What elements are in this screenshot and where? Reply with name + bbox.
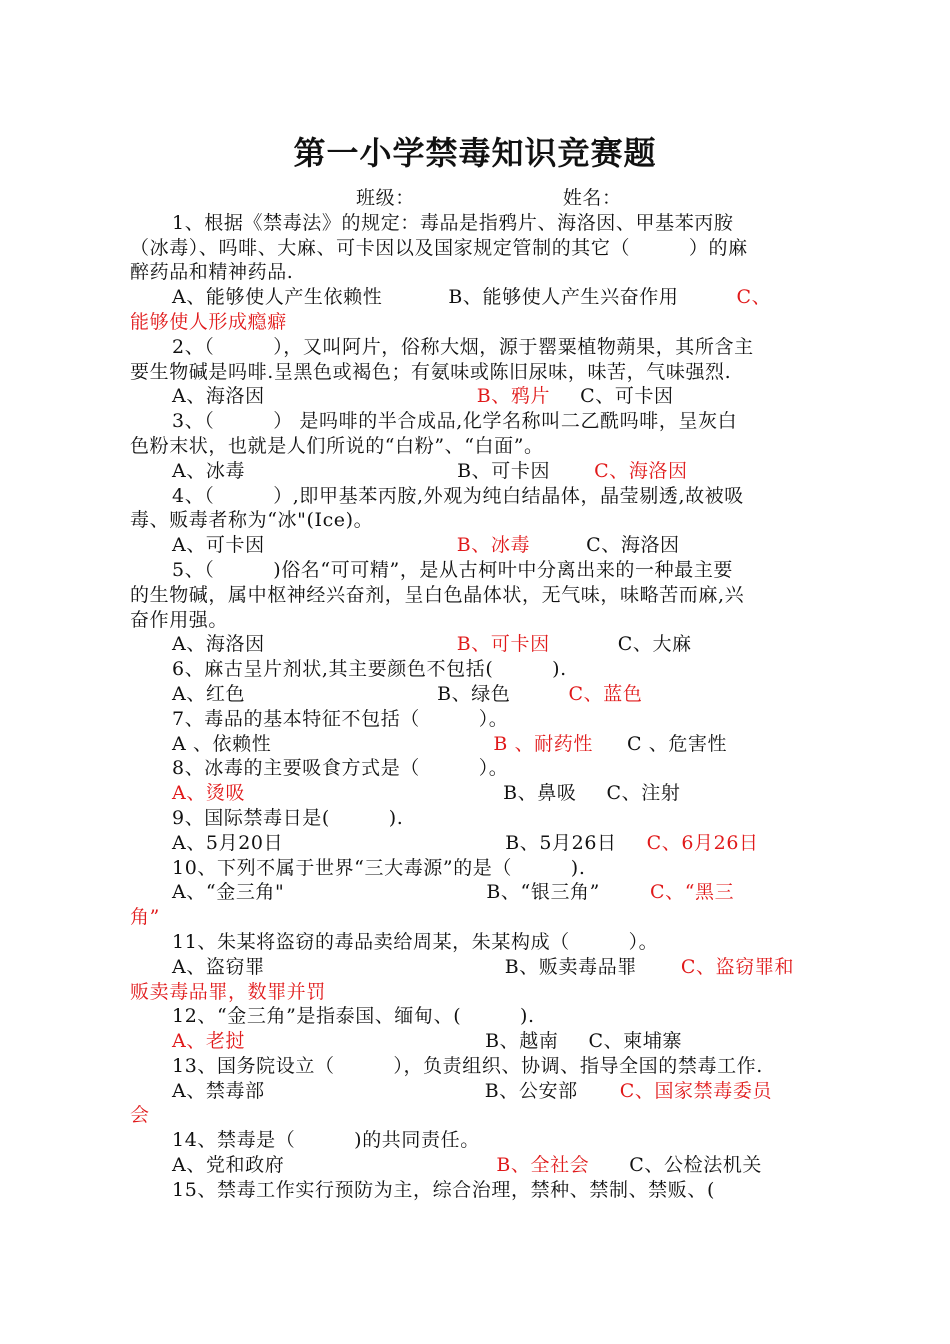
option-b-answer: B 、耐药性 [493,732,593,755]
question-7: 7、毒品的基本特征不包括（ ）。 [172,707,509,730]
question-1-options [130,285,838,310]
option-a: A、禁毒部 [172,1079,265,1102]
option-c-answer: C、“黑三 [649,881,735,904]
question-1-cont: 醉药品和精神药品. [130,261,294,284]
question-2-cont: 要生物碱是吗啡.呈黑色或褐色；有氨味或陈旧尿味，味苦，气味强烈. [130,360,732,383]
option-b: B、能够使人产生兴奋作用 [448,286,679,309]
option-a: A、党和政府 [172,1154,285,1177]
question-15: 15、禁毒工作实行预防为主，综合治理，禁种、禁制、禁贩、( [172,1178,715,1201]
page-title: 第一小学禁毒知识竞赛题 [293,134,657,172]
option-c: C、海洛因 [586,534,680,557]
question-11: 11、朱某将盗窃的毒品卖给周某，朱某构成（ ）。 [172,930,659,953]
option-a: A、红色 [172,682,246,705]
option-c: C、大麻 [617,633,692,656]
question-5-options [130,632,838,657]
option-c-answer-cont: 能够使人形成瘾癖 [130,310,287,333]
question-12-options [130,1029,838,1054]
option-a-answer: A、烫吸 [172,782,246,805]
question-5-cont: 奋作用强。 [130,608,229,631]
option-c: C、可卡因 [580,385,674,408]
question-3: 3、（ ） 是吗啡的半合成品,化学名称叫二乙酰吗啡，呈灰白 [172,410,738,433]
option-a: A、海洛因 [172,385,265,408]
option-b-answer: B、可卡因 [456,633,550,656]
question-6-options [130,682,838,707]
question-4: 4、（ ）,即甲基苯丙胺,外观为纯白结晶体，晶莹剔透,故被吸 [172,484,744,507]
option-c-answer-cont: 会 [130,1104,150,1127]
option-c-answer-cont: 贩卖毒品罪，数罪并罚 [130,980,327,1003]
question-11-options [130,955,838,980]
question-6: 6、麻古呈片剂状,其主要颜色不包括( ). [172,658,567,681]
option-c-answer: C、 [736,286,772,309]
question-14-options [130,1153,838,1178]
option-c-answer-cont: 角” [130,906,160,929]
question-3-cont: 色粉末状，也就是人们所说的“白粉”、“白面”。 [130,434,544,457]
option-b: B、越南 [485,1030,559,1053]
option-a: A、可卡因 [172,534,265,557]
option-b: B、绿色 [437,682,511,705]
question-2: 2、（ ），又叫阿片，俗称大烟，源于罂粟植物蒴果，其所含主 [172,335,754,358]
question-12: 12、“金三角”是指泰国、缅甸、( ). [172,1005,535,1028]
question-9: 9、国际禁毒日是( ). [172,806,404,829]
question-1: 1、根据《禁毒法》的规定：毒品是指鸦片、海洛因、甲基苯丙胺 [172,211,734,234]
option-c: C、柬埔寨 [588,1030,683,1053]
question-8-options [130,781,838,806]
question-5: 5、（ )俗名“可可精”，是从古柯叶中分离出来的一种最主要 [172,558,734,581]
option-c: C、注射 [606,782,681,805]
question-10: 10、下列不属于世界“三大毒源”的是（ ). [172,856,586,879]
option-a: A、海洛因 [172,633,265,656]
option-b-answer: B、全社会 [496,1154,590,1177]
question-8: 8、冰毒的主要吸食方式是（ ）。 [172,757,509,780]
question-10-options [130,880,838,905]
question-4-cont: 毒、贩毒者称为“冰"(Ice)。 [130,509,374,532]
question-3-options [130,459,838,484]
option-c-answer: C、盗窃罪和 [680,955,795,978]
question-14: 14、禁毒是（ )的共同责任。 [172,1129,480,1152]
option-a: A、冰毒 [172,459,246,482]
question-4-options [130,533,838,558]
question-5-cont: 的生物碱，属中枢神经兴奋剂，呈白色晶体状，无气味，味略苦而麻,兴 [130,583,745,606]
option-c: C 、危害性 [626,732,728,755]
option-c-answer: C、蓝色 [568,682,643,705]
quiz-body [130,186,838,1203]
option-c: C、公检法机关 [629,1154,763,1177]
question-7-options [130,732,838,757]
option-a-answer: A、老挝 [172,1030,246,1053]
option-b-answer: B、鸦片 [476,385,551,408]
class-label: 班级： [356,187,415,209]
info-line [130,186,838,211]
option-a: A、“金三角" [172,881,285,904]
option-b: B、可卡因 [457,459,551,482]
option-a: A 、依赖性 [172,732,272,755]
option-c-answer: C、海洛因 [594,459,688,482]
name-label: 姓名： [562,187,622,209]
option-a: A、盗窃罪 [172,955,265,978]
option-b: B、“银三角” [486,881,600,904]
question-9-options [130,831,838,856]
question-2-options [130,384,838,409]
question-13: 13、国务院设立（ ），负责组织、协调、指导全国的禁毒工作. [172,1054,763,1077]
option-a: A、能够使人产生依赖性 [172,286,383,309]
option-c-answer: C、6月26日 [646,831,759,854]
option-b: B、贩卖毒品罪 [504,955,637,978]
option-b: B、5月26日 [505,831,617,854]
question-1-cont: （冰毒）、吗啡、大麻、可卡因以及国家规定管制的其它（ ）的麻 [130,236,748,259]
option-b-answer: B、冰毒 [456,534,531,557]
option-b: B、公安部 [484,1079,578,1102]
option-a: A、5月20日 [172,831,284,854]
option-b: B、鼻吸 [503,782,577,805]
option-c-answer: C、国家禁毒委员 [619,1079,773,1102]
question-13-options [130,1079,838,1104]
